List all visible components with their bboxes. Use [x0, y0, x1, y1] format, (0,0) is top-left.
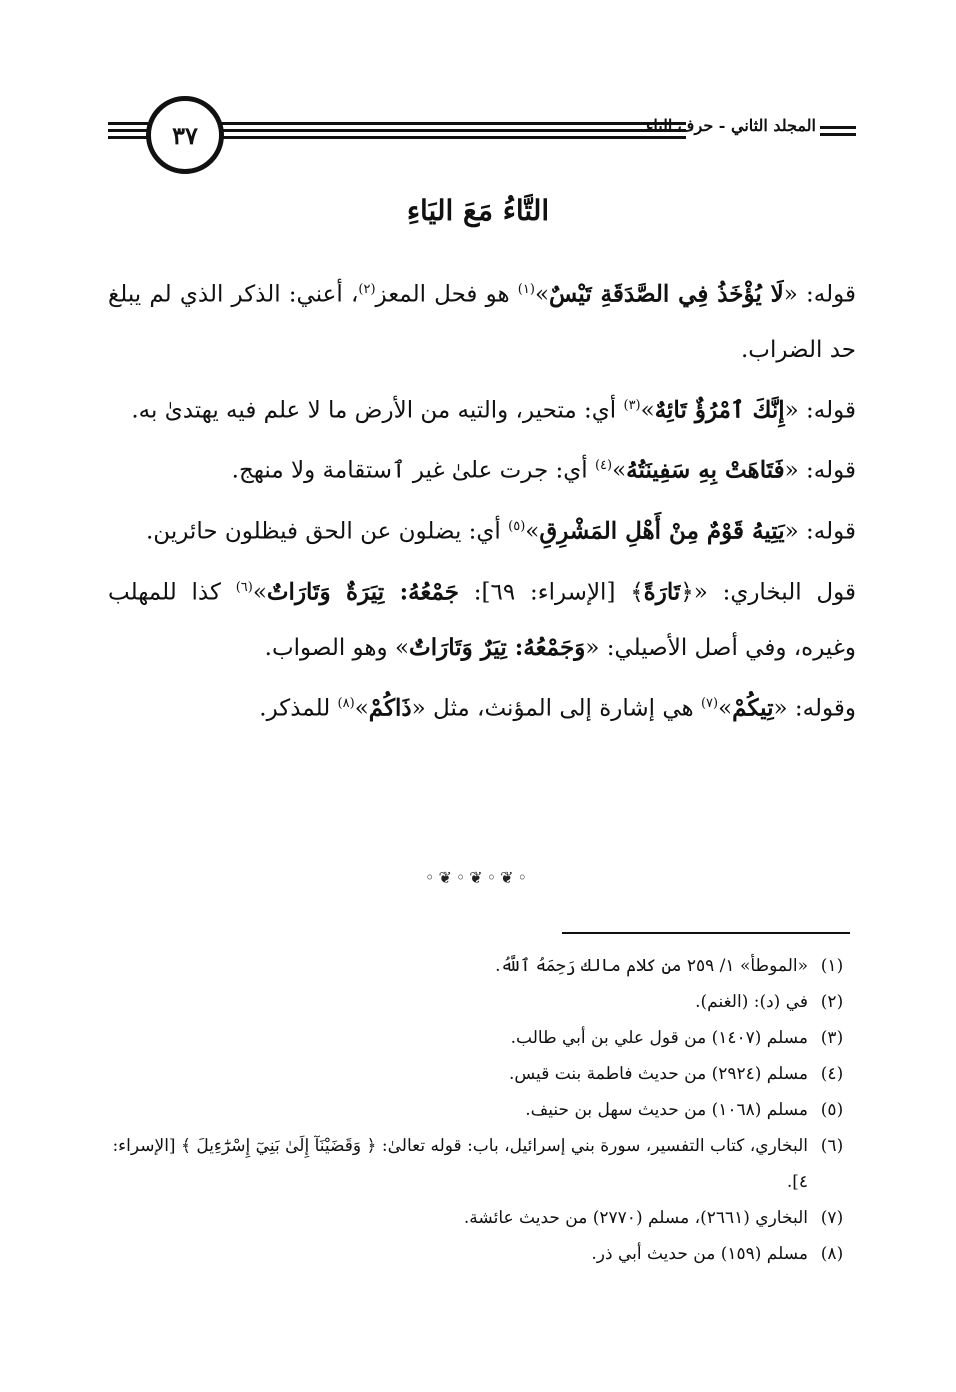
- footnote-number: (١): [820, 956, 844, 976]
- hadith-quote: يَتِيهُ قَوْمٌ مِنْ أَهْلِ المَشْرِقِ: [539, 517, 785, 545]
- footnote-number: (٨): [820, 1244, 844, 1264]
- footnote: [108, 1236, 856, 1272]
- footnote-ref[interactable]: (٤): [594, 458, 613, 474]
- footnote-ref[interactable]: (٣): [623, 397, 641, 413]
- header-rule: [216, 136, 686, 139]
- hadith-quote: ذَاكُمْ: [368, 694, 412, 722]
- paragraph: قوله: «إِنَّكَ ٱمْرُؤٌ تَائِهٌ»$^{(٣)}$ أي: متحير، والتيه من الأرض ما لا علم فيه يهتدىٰ به.: [131, 396, 856, 424]
- paragraph: قوله: «فَتَاهَتْ بِهِ سَفِينَتُهُ»$^{(٤)}$ أي: جرت علىٰ غير ٱستقامة ولا منهج.: [231, 456, 856, 484]
- footnote: [108, 984, 856, 1020]
- paragraph: قوله: «يَتِيهُ قَوْمٌ مِنْ أَهْلِ المَشْرِقِ»$^{(٥)}$ أي: يضلون عن الحق فيظلون حائرين.: [146, 517, 856, 545]
- paragraph: قول البخاري: «﴿تَارَةً﴾ [الإسراء: ٦٩]: جَمْعُهُ: تِيَرَةٌ وَتَارَاتٌ»$^{(٦)}$ كذا للمهلب وغيره، وفي أصل الأصيلي: «وَجَمْعُهُ: تِيَرٌ وَتَارَاتٌ» وهو الصواب.: [108, 578, 856, 662]
- footnote-text: البخاري، كتاب التفسير، سورة بني إسرائيل، باب: قوله تعالىٰ: ﴿ وَقَضَيْنَآ إِلَىٰ بَنِيٓ إِسْرَٰٓءِيلَ ﴾ [الإسراء: ٤].: [112, 1136, 808, 1192]
- footnote-text: مسلم (١٤٠٧) من قول علي بن أبي طالب.: [510, 1028, 808, 1048]
- header-rule: [216, 122, 686, 125]
- footnote-number: (٣): [820, 1028, 844, 1048]
- footnote-text: مسلم (١٠٦٨) من حديث سهل بن حنيف.: [525, 1100, 808, 1120]
- footnote: [108, 1200, 856, 1236]
- footnote: [108, 1020, 856, 1056]
- running-title: المجلد الثاني - حرف التاء: [645, 116, 816, 135]
- hadith-quote: إِنَّكَ ٱمْرُؤٌ تَائِهٌ: [654, 396, 785, 424]
- hadith-quote: لَا يُؤْخَذُ فِي الصَّدَقَةِ تَيْسٌ: [549, 280, 784, 308]
- footnote-separator: [562, 932, 850, 934]
- body-text: [108, 262, 856, 737]
- footnote-ref[interactable]: (٥): [508, 518, 526, 534]
- hadith-quote: جَمْعُهُ: تِيَرَةٌ وَتَارَاتٌ: [266, 578, 460, 606]
- header-rule: [820, 133, 856, 136]
- footnote: [108, 948, 856, 984]
- footnotes: [108, 948, 856, 1272]
- ornament-divider: ◦❦◦❦◦❦◦: [425, 868, 531, 887]
- paragraph: قوله: «لَا يُؤْخَذُ فِي الصَّدَقَةِ تَيْسٌ»$^{(١)}$ هو فحل المعز$^{(٢)}$، أعني: الذكر الذي لم يبلغ حد الضراب.: [108, 280, 856, 363]
- footnote-number: (٦): [820, 1136, 844, 1156]
- header-rule: [216, 129, 686, 132]
- footnote-ref[interactable]: (٨): [337, 696, 355, 712]
- hadith-quote: وَجَمْعُهُ: تِيَرٌ وَتَارَاتٌ: [409, 634, 586, 662]
- footnote-number: (٤): [820, 1064, 844, 1084]
- footnote-ref[interactable]: (٢): [358, 282, 376, 297]
- quran-quote: تَارَةً: [643, 578, 681, 606]
- header-rule: [108, 129, 148, 132]
- hadith-quote: تِيكُمْ: [732, 694, 774, 722]
- footnote-text: البخاري (٢٦٦١)، مسلم (٢٧٧٠) من حديث عائشة.: [463, 1208, 808, 1228]
- page-number: ٣٧: [172, 120, 198, 150]
- footnote: [108, 1056, 856, 1092]
- footnote-text: مسلم (٢٩٢٤) من حديث فاطمة بنت قيس.: [508, 1064, 808, 1084]
- running-header: [108, 96, 856, 180]
- footnote-ref[interactable]: (١): [517, 282, 535, 297]
- header-rule: [108, 122, 148, 125]
- footnote-ref[interactable]: (٧): [700, 696, 719, 712]
- footnote-ref[interactable]: (٦): [235, 579, 253, 595]
- footnote-number: (٢): [820, 992, 844, 1012]
- footnote: [108, 1128, 856, 1200]
- footnote-text: في (د): (الغنم).: [695, 992, 808, 1012]
- footnote-number: (٥): [820, 1100, 844, 1120]
- header-rule: [108, 136, 148, 139]
- page-number-badge: [146, 96, 224, 174]
- footnote: [108, 1092, 856, 1128]
- hadith-quote: فَتَاهَتْ بِهِ سَفِينَتُهُ: [626, 456, 785, 484]
- paragraph: وقوله: «تِيكُمْ»$^{(٧)}$ هي إشارة إلى المؤنث، مثل «ذَاكُمْ»$^{(٨)}$ للمذكر.: [259, 694, 856, 722]
- section-title: التَّاءُ مَعَ اليَاءِ: [406, 194, 550, 227]
- footnote-number: (٧): [820, 1208, 844, 1228]
- header-rule: [820, 126, 856, 129]
- footnote-text: «الموطأ» ١/ ٢٥٩ من كلام مالك رَحِمَهُ ٱللَّهُ.: [495, 956, 808, 976]
- footnote-text: مسلم (١٥٩) من حديث أبي ذر.: [591, 1244, 808, 1264]
